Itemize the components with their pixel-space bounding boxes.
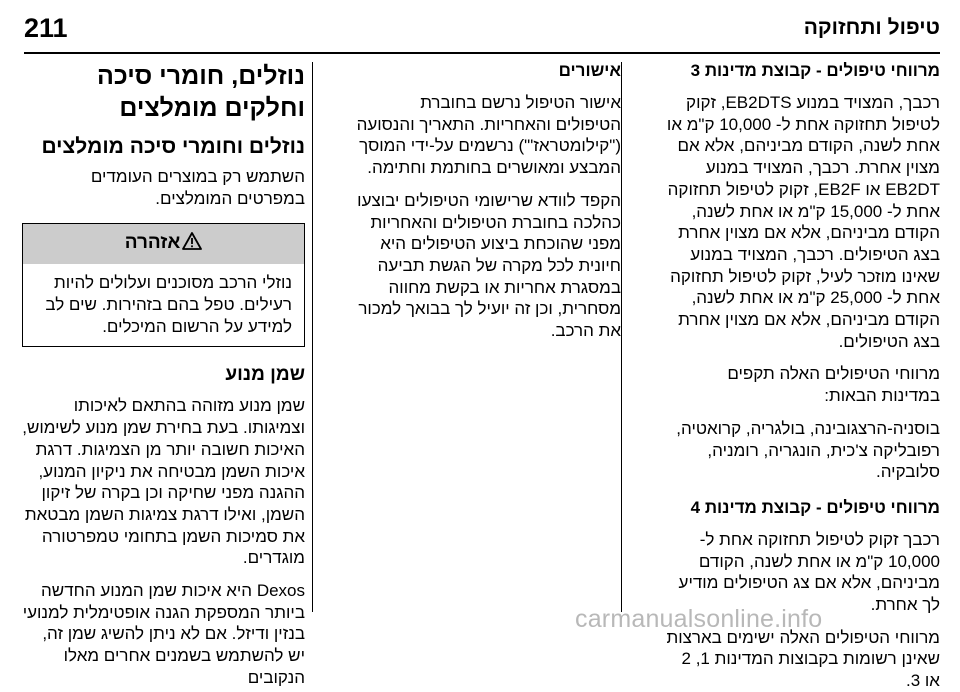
paragraph: Dexos היא איכות שמן המנוע החדשה ביותר המספקת הגנה אופטימלית למנועי בנזין ודיזל. אם לא ניתן להשיג שמן זה, יש להשתמש בשמנים אחרים מאלו הנקובים bbox=[22, 581, 305, 687]
column-right bbox=[665, 60, 940, 692]
page-header bbox=[24, 6, 940, 50]
paragraph: בוסניה-הרצגובינה, בולגריה, קרואטיה, רפובליקה צ'כית, הונגריה, רומניה, סלובקיה. bbox=[676, 418, 940, 482]
section-heading: שמן מנוע bbox=[225, 364, 305, 386]
column-middle bbox=[351, 60, 621, 342]
paragraph: אישור הטיפול נרשם בחוברת הטיפולים והאחריות. התאריך והנסועה ("קילומטראז'") נרשמים על-ידי המוסך המבצע ומאושרים בחותמת וחתימה. bbox=[356, 93, 621, 178]
section-heading: מרווחי טיפולים - קבוצת מדינות 3 bbox=[690, 61, 940, 80]
subsection-title: נוזלים וחומרי סיכה מומלצים bbox=[41, 135, 305, 158]
paragraph: הקפד לוודא שרישומי הטיפולים יבוצעו כהלכה בחוברת הטיפולים והאחריות מפני שהוכחת ביצוע הטיפולים היא חיונית לכל מקרה של הגשת תביעה במסגרת אחריות או בקשת מחווה מסחרית, וכן זה יועיל לך בבואך למכור את הרכב. bbox=[357, 190, 621, 341]
column-divider-right bbox=[621, 62, 622, 612]
warning-triangle-icon bbox=[182, 226, 202, 264]
page-number: 211 bbox=[24, 13, 68, 43]
warning-box bbox=[22, 223, 305, 347]
column-left bbox=[22, 60, 305, 689]
intro-paragraph: השתמש רק במוצרים העומדים במפרטים המומלצים. bbox=[90, 167, 305, 208]
running-title: טיפול ותחזוקה bbox=[803, 16, 940, 39]
paragraph: רכבך זקוק לטיפול תחזוקה אחת ל- 10,000 ק"מ או אחת לשנה, הקודם מביניהם, אלא אם צג הטיפולים מודיע לך אחרת. bbox=[678, 529, 940, 615]
watermark-text: carmanualsonline.info bbox=[575, 605, 823, 633]
paragraph: מרווחי הטיפולים האלה ישימים בארצות שאינן רשומות בקבוצות המדינות 1, 2 או 3. bbox=[666, 627, 940, 691]
paragraph: רכבך, המצויד במנוע EB2DTS, זקוק לטיפול תחזוקה אחת ל- 10,000 ק"מ או אחת לשנה, הקודם מביניהם, אלא אם מצוין אחרת. רכבך, המצויד במנוע EB2DT או EB2F, זקוק לטיפול תחזוקה אחת ל- 15,000 ק"מ או אחת לשנה, הקודם מביניהם, אלא אם מצוין אחרת בצג הטיפולים. רכבך, המצויד במנוע שאינו מוזכר לעיל, זקוק לטיפול תחזוקה אחת ל- 25,000 ק"מ או אחת לשנה, הקודם מביניהם, אלא אם מצוין אחרת בצג הטיפולים. bbox=[666, 93, 940, 351]
paragraph: מרווחי הטיפולים האלה תקפים במדינות הבאות: bbox=[727, 364, 940, 406]
header-rule bbox=[24, 52, 940, 54]
warning-header bbox=[23, 224, 304, 264]
paragraph: שמן מנוע מזוהה בהתאם לאיכותו וצמיגותו. בעת בחירת שמן מנוע לשימוש, האיכות חשובה יותר מן הצמיגות. דרגת איכות השמן מבטיחה את ניקיון המנוע, ההגנה מפני שחיקה וכן בקרה של זיקון השמן, ואילו דרגת צמיגות השמן מבטאת את סמיכות השמן בתחומי טמפרטורה מוגדרים. bbox=[22, 396, 305, 568]
section-heading: מרווחי טיפולים - קבוצת מדינות 4 bbox=[690, 497, 940, 517]
chapter-title: נוזלים, חומרי סיכה וחלקים מומלצים bbox=[96, 62, 305, 122]
section-heading: אישורים bbox=[558, 61, 621, 80]
column-divider-left bbox=[312, 62, 313, 612]
warning-title: אזהרה bbox=[124, 232, 181, 254]
warning-text: נוזלי הרכב מסוכנים ועלולים להיות רעילים. טפל בהם בזהירות. שים לב למידע על הרשום המיכלים. bbox=[45, 273, 292, 337]
